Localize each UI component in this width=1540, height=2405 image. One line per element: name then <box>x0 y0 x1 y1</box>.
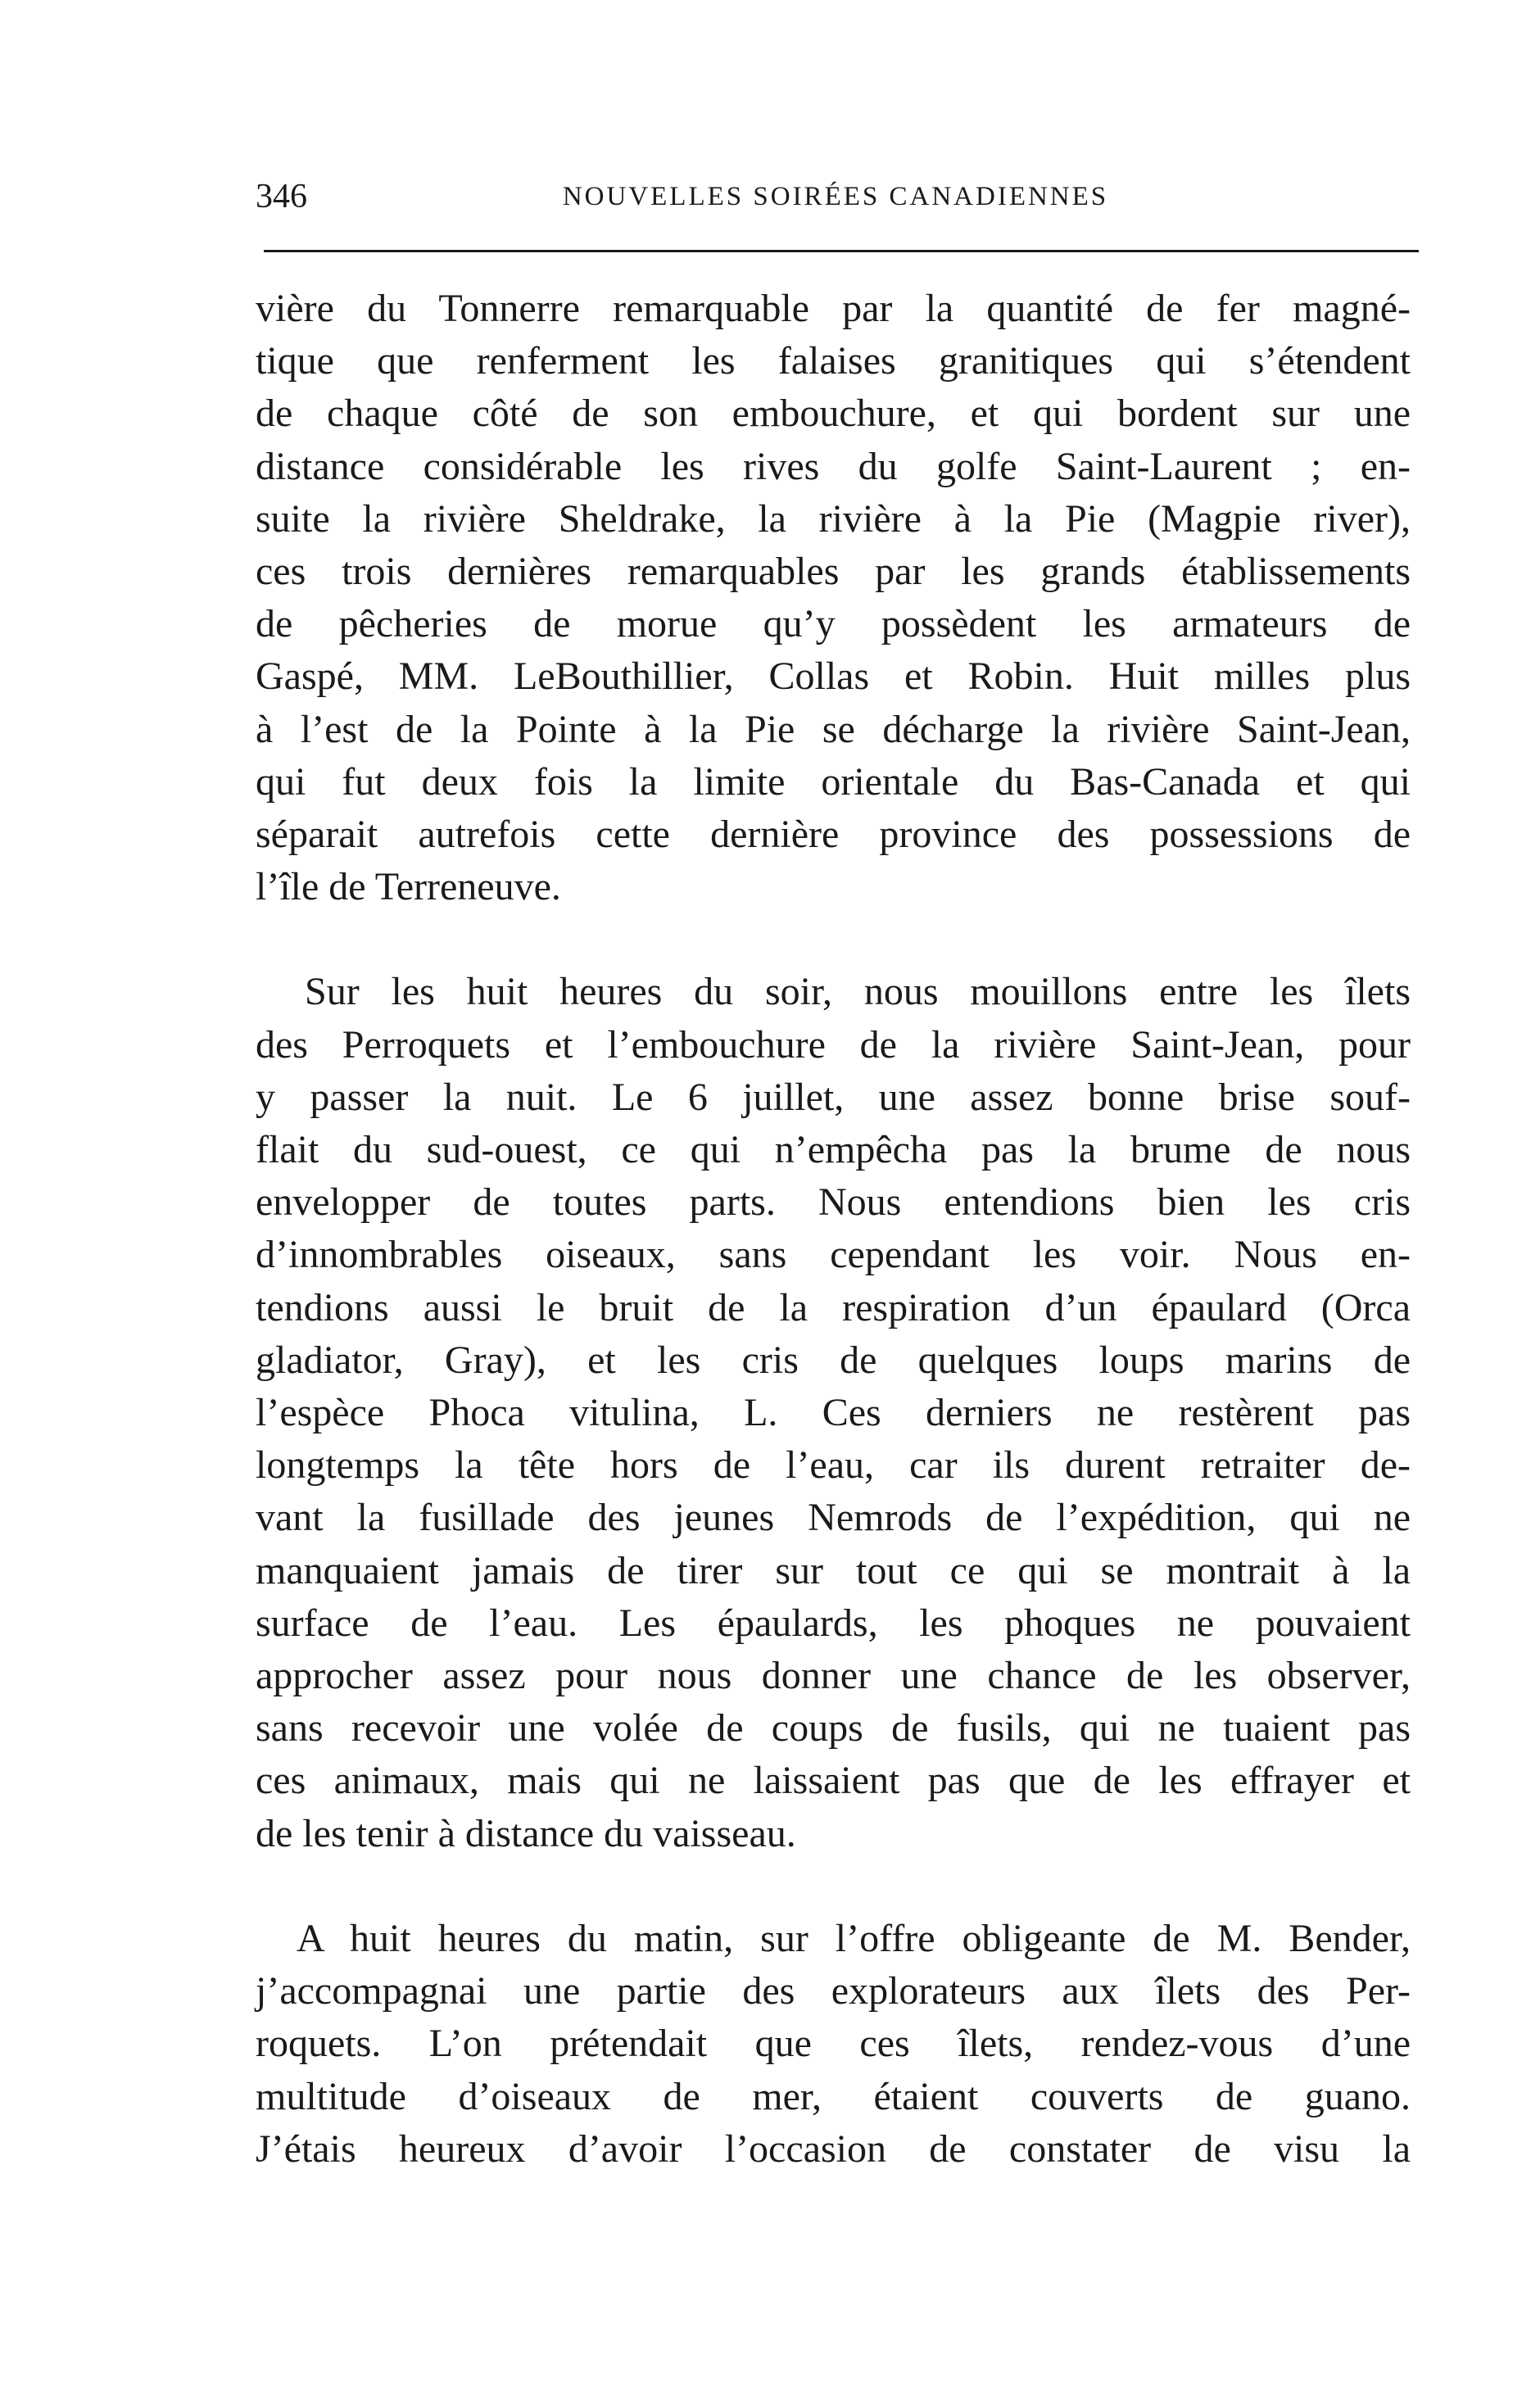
text-line: de les tenir à distance du vaisseau. <box>256 1811 796 1855</box>
text-line: gladiator, Gray), et les cris de quelques loups marins de <box>256 1338 1411 1382</box>
text-line: Sur les huit heures du soir, nous mouillons entre les îlets <box>305 970 1411 1014</box>
text-line: vière du Tonnerre remarquable par la quantité de fer magné- <box>256 287 1411 330</box>
text-line: roquets. L’on prétendait que ces îlets, rendez-vous d’une <box>256 2022 1411 2066</box>
running-title: NOUVELLES SOIRÉES CANADIENNES <box>562 182 1109 211</box>
text-line: vant la fusillade des jeunes Nemrods de l’expédition, qui ne <box>256 1496 1411 1540</box>
text-line: ces trois dernières remarquables par les grands établissements <box>256 550 1411 594</box>
text-line: qui fut deux fois la limite orientale du Bas-Canada et qui <box>256 759 1411 804</box>
text-line: l’île de Terreneuve. <box>256 865 561 909</box>
text-line: y passer la nuit. Le 6 juillet, une assez bonne brise souf- <box>256 1075 1411 1119</box>
text-line: multitude d’oiseaux de mer, étaient couverts de guano. <box>256 2074 1411 2118</box>
text-line: tendions aussi le bruit de la respiration d’un épaulard (Orca <box>256 1285 1411 1329</box>
text-line: d’innombrables oiseaux, sans cependant les voir. Nous en- <box>256 1233 1411 1277</box>
header-rule <box>264 250 1419 252</box>
text-line: flait du sud-ouest, ce qui n’empêcha pas la brume de nous <box>256 1128 1411 1172</box>
text-line: l’espèce Phoca vitulina, L. Ces derniers ne restèrent pas <box>256 1391 1411 1435</box>
paragraph-2 <box>256 966 1411 1859</box>
text-line: envelopper de toutes parts. Nous entendions bien les cris <box>256 1180 1411 1225</box>
text-line: suite la rivière Sheldrake, la rivière à la Pie (Magpie river), <box>256 496 1411 541</box>
text-line: manquaient jamais de tirer sur tout ce qui se montrait à la <box>256 1548 1411 1592</box>
text-line: j’accompagnai une partie des explorateurs aux îlets des Per- <box>256 1969 1411 2013</box>
text-line: séparait autrefois cette dernière province des possessions de <box>256 813 1411 857</box>
page-header <box>256 172 1415 221</box>
text-line: de chaque côté de son embouchure, et qui bordent sur une <box>256 392 1411 436</box>
text-line: distance considérable les rives du golfe Saint-Laurent ; en- <box>256 444 1411 488</box>
text-line: de pêcheries de morue qu’y possèdent les armateurs de <box>256 602 1411 646</box>
paragraph-3 <box>256 1913 1411 2176</box>
text-line: Gaspé, MM. LeBouthillier, Collas et Robin. Huit milles plus <box>256 654 1411 699</box>
text-line: longtemps la tête hors de l’eau, car ils durent retraiter de- <box>256 1443 1411 1488</box>
text-line: à l’est de la Pointe à la Pie se décharge la rivière Saint-Jean, <box>256 707 1411 751</box>
text-line: des Perroquets et l’embouchure de la rivière Saint-Jean, pour <box>256 1022 1411 1067</box>
text-line: surface de l’eau. Les épaulards, les phoques ne pouvaient <box>256 1601 1411 1645</box>
text-line: tique que renferment les falaises granitiques qui s’étendent <box>256 339 1411 383</box>
text-line: J’étais heureux d’avoir l’occasion de constater de visu la <box>256 2126 1411 2171</box>
text-line: approcher assez pour nous donner une chance de les observer, <box>256 1654 1411 1698</box>
body-text <box>256 283 1411 2176</box>
page-number: 346 <box>256 178 307 215</box>
text-line: ces animaux, mais qui ne laissaient pas que de les effrayer et <box>256 1759 1411 1803</box>
paragraph-1 <box>256 283 1411 913</box>
text-line: sans recevoir une volée de coups de fusils, qui ne tuaient pas <box>256 1706 1411 1751</box>
text-line: A huit heures du matin, sur l’offre obligeante de M. Bender, <box>297 1916 1411 1960</box>
